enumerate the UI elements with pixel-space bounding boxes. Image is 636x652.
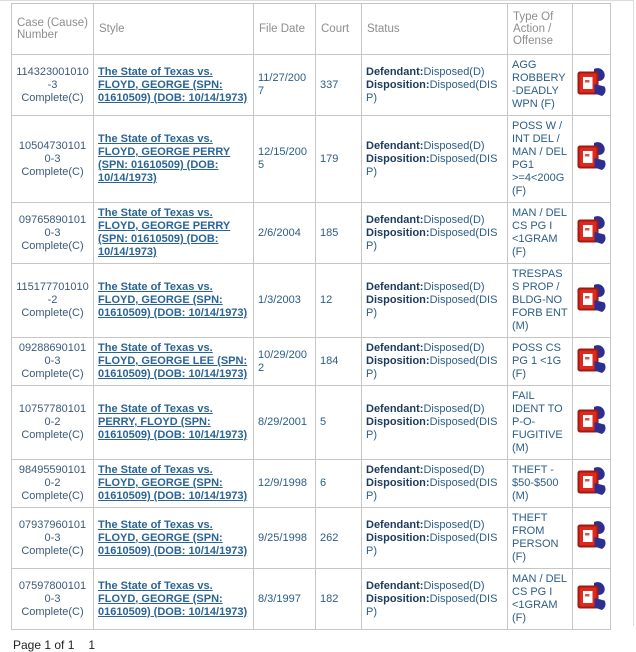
case-status: Complete(C) bbox=[21, 544, 84, 557]
case-number-cell bbox=[12, 264, 94, 338]
disposition-status-value: Disposed(DISP) bbox=[366, 531, 498, 557]
offense-text: FAIL IDENT TO P-O-FUGITIVE (M) bbox=[512, 390, 563, 454]
disposition-status-line bbox=[366, 355, 503, 381]
status-cell bbox=[362, 569, 508, 630]
document-purchase-icon[interactable] bbox=[577, 520, 607, 552]
defendant-label: Defendant: bbox=[366, 139, 424, 152]
disposition-status-line bbox=[366, 593, 503, 619]
defendant-status-value: Disposed(D) bbox=[423, 579, 485, 592]
defendant-label: Defendant: bbox=[366, 403, 424, 415]
column-header-case-number: Case (Cause) Number bbox=[12, 4, 94, 55]
defendant-label: Defendant: bbox=[366, 65, 424, 78]
case-style-link[interactable]: The State of Texas vs. FLOYD, GEORGE (SPN: 01610509) (DOB: 10/14/1973) bbox=[98, 65, 248, 104]
case-status: Complete(C) bbox=[21, 605, 84, 618]
court-cell bbox=[316, 203, 362, 264]
file-date: 10/29/2002 bbox=[258, 348, 307, 374]
document-purchase-icon[interactable] bbox=[577, 344, 607, 376]
offense-cell bbox=[508, 264, 573, 338]
case-number: 107577801010-2 bbox=[18, 403, 87, 428]
defendant-label: Defendant: bbox=[366, 518, 424, 531]
file-date: 2/6/2004 bbox=[258, 226, 301, 239]
document-purchase-icon[interactable] bbox=[577, 466, 607, 498]
defendant-status-value: Disposed(D) bbox=[423, 65, 485, 78]
disposition-status-value: Disposed(DISP) bbox=[366, 226, 498, 252]
court-cell bbox=[316, 569, 362, 630]
disposition-label: Disposition: bbox=[366, 477, 430, 489]
table-row bbox=[12, 508, 611, 569]
court-cell bbox=[316, 55, 362, 116]
file-date-cell bbox=[254, 569, 316, 630]
offense-cell bbox=[508, 569, 573, 630]
offense-cell bbox=[508, 203, 573, 264]
case-style-link[interactable]: The State of Texas vs. FLOYD, GEORGE LEE (SPN: 01610509) (DOB: 10/14/1973) bbox=[98, 342, 248, 380]
defendant-status-line bbox=[366, 464, 503, 477]
column-header-actions bbox=[573, 4, 611, 55]
style-cell bbox=[94, 460, 254, 508]
offense-cell bbox=[508, 508, 573, 569]
table-row bbox=[12, 203, 611, 264]
court-number: 262 bbox=[320, 531, 339, 544]
case-status: Complete(C) bbox=[21, 368, 84, 380]
defendant-status-line bbox=[366, 214, 503, 227]
table-row bbox=[12, 338, 611, 386]
case-status: Complete(C) bbox=[21, 165, 84, 178]
court-number: 12 bbox=[320, 294, 333, 306]
case-status: Complete(C) bbox=[21, 429, 84, 441]
file-date: 8/29/2001 bbox=[258, 416, 307, 428]
defendant-status-line bbox=[366, 66, 503, 79]
style-cell bbox=[94, 55, 254, 116]
defendant-status-value: Disposed(D) bbox=[423, 342, 485, 354]
case-status: Complete(C) bbox=[21, 91, 84, 104]
defendant-label: Defendant: bbox=[366, 281, 424, 293]
status-cell bbox=[362, 460, 508, 508]
file-date-cell bbox=[254, 338, 316, 386]
case-status: Complete(C) bbox=[21, 307, 84, 319]
court-number: 5 bbox=[320, 416, 327, 428]
icon-cell bbox=[573, 386, 611, 460]
document-purchase-icon[interactable] bbox=[577, 67, 607, 99]
table-row bbox=[12, 569, 611, 630]
court-number: 337 bbox=[320, 78, 339, 91]
offense-text: THEFT - $50-$500 (M) bbox=[512, 464, 559, 502]
court-number: 182 bbox=[320, 592, 339, 605]
defendant-status-value: Disposed(D) bbox=[423, 518, 485, 531]
offense-text: THEFT FROM PERSON (F) bbox=[512, 512, 559, 563]
court-cell bbox=[316, 508, 362, 569]
court-number: 184 bbox=[320, 355, 339, 367]
case-number-cell bbox=[12, 338, 94, 386]
file-date: 11/27/2007 bbox=[258, 72, 307, 97]
table-row bbox=[12, 460, 611, 508]
court-number: 185 bbox=[320, 226, 339, 239]
file-date-cell bbox=[254, 386, 316, 460]
table-row bbox=[12, 386, 611, 460]
offense-text: MAN / DEL CS PG I <1GRAM (F) bbox=[512, 207, 567, 258]
table-row bbox=[12, 264, 611, 338]
disposition-label: Disposition: bbox=[366, 226, 430, 239]
case-number-cell bbox=[12, 460, 94, 508]
file-date-cell bbox=[254, 203, 316, 264]
case-number-cell bbox=[12, 386, 94, 460]
document-purchase-icon[interactable] bbox=[577, 215, 607, 247]
document-purchase-icon[interactable] bbox=[577, 283, 607, 315]
disposition-status-value: Disposed(DISP) bbox=[366, 416, 498, 441]
court-number: 179 bbox=[320, 152, 339, 165]
column-header-style: Style bbox=[94, 4, 254, 55]
icon-cell bbox=[573, 508, 611, 569]
defendant-status-line bbox=[366, 580, 503, 593]
icon-cell bbox=[573, 264, 611, 338]
offense-cell bbox=[508, 116, 573, 203]
icon-cell bbox=[573, 203, 611, 264]
disposition-status-line bbox=[366, 153, 503, 179]
defendant-status-value: Disposed(D) bbox=[423, 139, 485, 152]
disposition-label: Disposition: bbox=[366, 355, 430, 367]
disposition-status-value: Disposed(DISP) bbox=[366, 294, 498, 319]
disposition-status-line bbox=[366, 227, 503, 253]
style-cell bbox=[94, 508, 254, 569]
case-number-cell bbox=[12, 203, 94, 264]
defendant-status-value: Disposed(D) bbox=[423, 281, 485, 293]
offense-text: AGG ROBBERY-DEADLY WPN (F) bbox=[512, 59, 566, 110]
defendant-status-value: Disposed(D) bbox=[423, 213, 485, 226]
file-date-cell bbox=[254, 55, 316, 116]
icon-cell bbox=[573, 116, 611, 203]
icon-cell bbox=[573, 460, 611, 508]
court-cell bbox=[316, 338, 362, 386]
case-number: 097658901010-3 bbox=[18, 213, 87, 239]
table-row bbox=[12, 116, 611, 203]
page-indicator: Page 1 of 1 bbox=[13, 638, 75, 652]
case-number: 115177701010-2 bbox=[16, 281, 89, 306]
defendant-status-line bbox=[366, 403, 503, 416]
disposition-status-line bbox=[366, 416, 503, 442]
case-number: 075978001010-3 bbox=[18, 579, 87, 605]
defendant-status-line bbox=[366, 140, 503, 153]
disposition-label: Disposition: bbox=[366, 592, 430, 605]
pagination bbox=[13, 638, 633, 652]
file-date-cell bbox=[254, 264, 316, 338]
defendant-status-value: Disposed(D) bbox=[423, 403, 485, 415]
court-cell bbox=[316, 460, 362, 508]
defendant-status-value: Disposed(D) bbox=[423, 464, 485, 476]
disposition-label: Disposition: bbox=[366, 531, 430, 544]
disposition-status-line bbox=[366, 532, 503, 558]
case-number: 114323001010-3 bbox=[16, 65, 89, 91]
case-style-link[interactable]: The State of Texas vs. PERRY, FLOYD (SPN: 01610509) (DOB: 10/14/1973) bbox=[98, 403, 248, 441]
court-number: 6 bbox=[320, 477, 327, 489]
document-purchase-icon[interactable] bbox=[577, 141, 607, 173]
case-number: 092886901010-3 bbox=[18, 342, 87, 367]
court-cell bbox=[316, 386, 362, 460]
disposition-status-value: Disposed(DISP) bbox=[366, 78, 498, 104]
case-style-link[interactable]: The State of Texas vs. FLOYD, GEORGE (SPN: 01610509) (DOB: 10/14/1973) bbox=[98, 579, 248, 618]
defendant-label: Defendant: bbox=[366, 464, 424, 476]
case-style-link[interactable]: The State of Texas vs. FLOYD, GEORGE PERRY (SPN: 01610509) (DOB: 10/14/1973) bbox=[98, 207, 231, 258]
document-purchase-icon[interactable] bbox=[577, 405, 607, 437]
offense-text: TRESPASS PROP / BLDG-NO FORB ENT (M) bbox=[512, 268, 568, 332]
offense-text: POSS W / INT DEL / MAN / DEL PG1 >=4<200G (F) bbox=[512, 120, 567, 197]
icon-cell bbox=[573, 338, 611, 386]
column-header-status: Status bbox=[362, 4, 508, 55]
case-number-cell bbox=[12, 116, 94, 203]
status-cell bbox=[362, 116, 508, 203]
column-header-court: Court bbox=[316, 4, 362, 55]
header-row bbox=[12, 4, 611, 55]
disposition-status-value: Disposed(DISP) bbox=[366, 355, 498, 380]
status-cell bbox=[362, 508, 508, 569]
case-number-cell bbox=[12, 508, 94, 569]
status-cell bbox=[362, 386, 508, 460]
defendant-status-line bbox=[366, 342, 503, 355]
style-cell bbox=[94, 116, 254, 203]
defendant-label: Defendant: bbox=[366, 579, 424, 592]
case-number-cell bbox=[12, 55, 94, 116]
offense-cell bbox=[508, 460, 573, 508]
case-status: Complete(C) bbox=[21, 239, 84, 252]
offense-cell bbox=[508, 55, 573, 116]
case-style-link[interactable]: The State of Texas vs. FLOYD, GEORGE (SPN: 01610509) (DOB: 10/14/1973) bbox=[98, 518, 248, 557]
file-date: 1/3/2003 bbox=[258, 294, 301, 306]
disposition-status-value: Disposed(DISP) bbox=[366, 152, 498, 178]
disposition-status-line bbox=[366, 79, 503, 105]
icon-cell bbox=[573, 569, 611, 630]
disposition-label: Disposition: bbox=[366, 78, 430, 91]
status-cell bbox=[362, 264, 508, 338]
case-number: 984955901010-2 bbox=[18, 464, 87, 489]
table-row bbox=[12, 55, 611, 116]
file-date: 12/9/1998 bbox=[258, 477, 307, 489]
case-number: 105047301010-3 bbox=[18, 139, 87, 165]
disposition-label: Disposition: bbox=[366, 416, 430, 428]
case-number-cell bbox=[12, 569, 94, 630]
case-style-link[interactable]: The State of Texas vs. FLOYD, GEORGE (SPN: 01610509) (DOB: 10/14/1973) bbox=[98, 464, 248, 502]
disposition-status-line bbox=[366, 477, 503, 503]
file-date: 8/3/1997 bbox=[258, 592, 301, 605]
case-style-link[interactable]: The State of Texas vs. FLOYD, GEORGE (SPN: 01610509) (DOB: 10/14/1973) bbox=[98, 281, 248, 319]
file-date-cell bbox=[254, 460, 316, 508]
status-cell bbox=[362, 338, 508, 386]
disposition-status-value: Disposed(DISP) bbox=[366, 592, 498, 618]
file-date: 12/15/2005 bbox=[258, 146, 307, 171]
style-cell bbox=[94, 386, 254, 460]
offense-cell bbox=[508, 338, 573, 386]
case-style-link[interactable]: The State of Texas vs. FLOYD, GEORGE PERRY (SPN: 01610509) (DOB: 10/14/1973) bbox=[98, 133, 231, 184]
disposition-status-line bbox=[366, 294, 503, 320]
defendant-status-line bbox=[366, 281, 503, 294]
style-cell bbox=[94, 338, 254, 386]
offense-cell bbox=[508, 386, 573, 460]
style-cell bbox=[94, 569, 254, 630]
disposition-status-value: Disposed(DISP) bbox=[366, 477, 498, 502]
case-number: 079379601010-3 bbox=[18, 518, 87, 544]
file-date-cell bbox=[254, 508, 316, 569]
file-date-cell bbox=[254, 116, 316, 203]
file-date: 9/25/1998 bbox=[258, 531, 307, 544]
page-number-link[interactable]: 1 bbox=[88, 638, 96, 652]
defendant-label: Defendant: bbox=[366, 342, 424, 354]
court-cell bbox=[316, 116, 362, 203]
defendant-status-line bbox=[366, 519, 503, 532]
case-status: Complete(C) bbox=[21, 490, 84, 502]
icon-cell bbox=[573, 55, 611, 116]
status-cell bbox=[362, 55, 508, 116]
offense-text: POSS CS PG 1 <1G (F) bbox=[512, 342, 562, 380]
case-results-table bbox=[11, 3, 611, 630]
disposition-label: Disposition: bbox=[366, 294, 430, 306]
document-purchase-icon[interactable] bbox=[577, 581, 607, 613]
court-cell bbox=[316, 264, 362, 338]
column-header-file-date: File Date bbox=[254, 4, 316, 55]
disposition-label: Disposition: bbox=[366, 152, 430, 165]
style-cell bbox=[94, 264, 254, 338]
defendant-label: Defendant: bbox=[366, 213, 424, 226]
column-header-offense: Type Of Action / Offense bbox=[508, 4, 573, 55]
offense-text: MAN / DEL CS PG I <1GRAM (F) bbox=[512, 573, 567, 624]
style-cell bbox=[94, 203, 254, 264]
status-cell bbox=[362, 203, 508, 264]
